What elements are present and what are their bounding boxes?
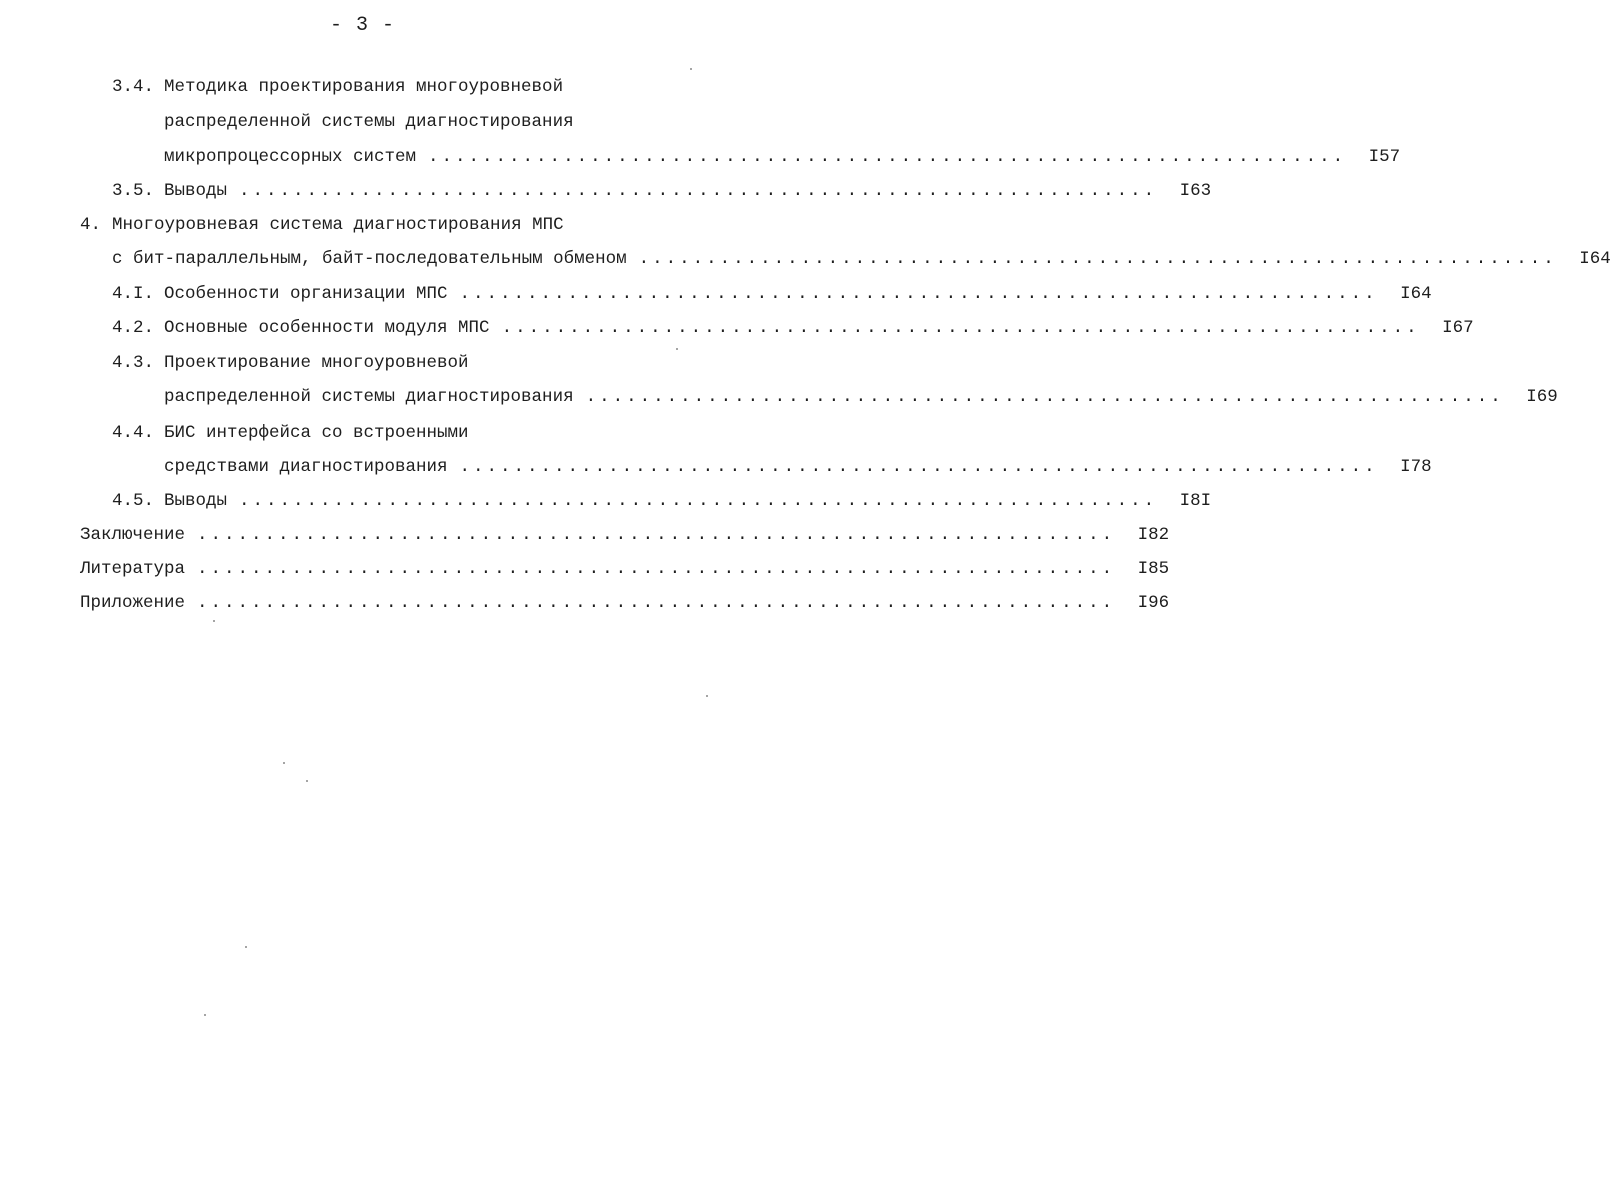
section-title: Заключение <box>80 525 186 545</box>
page-ref: I82 <box>1137 525 1170 545</box>
page-ref: I64 <box>1400 284 1432 304</box>
section-title: БИС интерфейса со встроенными <box>164 423 469 443</box>
section-title-continuation: микропроцессорных систем <box>164 147 417 167</box>
section-title: Методика проектирования многоуровневой <box>164 77 564 97</box>
section-number: 4.5. <box>112 491 155 511</box>
page-ref: I57 <box>1368 147 1401 167</box>
page-ref: I67 <box>1442 318 1474 338</box>
leader-dots: .................................................................... <box>197 525 1116 545</box>
leader-dots: .................................................................... <box>638 249 1557 269</box>
chapter-title-continuation: с бит-параллельным, байт-последовательным обменом <box>112 249 627 269</box>
leader-dots: .................................................................... <box>501 318 1420 338</box>
leader-dots: .................................................................... <box>585 387 1504 407</box>
page-ref: I8I <box>1179 491 1212 511</box>
leader-dots: .................................................................... <box>239 181 1158 201</box>
section-number: 4.2. <box>112 318 155 338</box>
section-title: Приложение <box>80 593 186 613</box>
toc-entry-conclusion <box>80 520 1170 550</box>
toc-entry-3-4-line-1 <box>112 72 752 102</box>
leader-dots: .................................................................... <box>197 559 1116 579</box>
leader-dots: .................................................................... <box>197 593 1116 613</box>
scan-speck <box>204 1014 206 1016</box>
toc-entry-4-5 <box>112 486 1212 516</box>
page-ref: I69 <box>1526 387 1558 407</box>
toc-entry-4-1 <box>112 279 1432 309</box>
section-number: 4.4. <box>112 423 155 443</box>
toc-entry-4-4-line-2 <box>164 452 1432 482</box>
section-title-continuation: распределенной системы диагностирования <box>164 387 574 407</box>
section-title-continuation: распределенной системы диагностирования <box>164 112 574 132</box>
section-title: Выводы <box>164 181 228 201</box>
toc-entry-appendix <box>80 588 1170 618</box>
scan-speck <box>283 762 285 764</box>
section-title: Проектирование многоуровневой <box>164 353 469 373</box>
scan-speck <box>306 780 308 782</box>
page-ref: I63 <box>1179 181 1212 201</box>
section-number: 3.4. <box>112 77 155 97</box>
toc-entry-4-line-2 <box>112 244 1611 274</box>
leader-dots: .................................................................... <box>459 284 1378 304</box>
chapter-title: Многоуровневая система диагностирования МПС <box>112 215 564 235</box>
toc-entry-4-line-1 <box>80 210 754 240</box>
leader-dots: .................................................................... <box>239 491 1158 511</box>
scan-speck <box>706 695 708 697</box>
page-ref: I96 <box>1137 593 1170 613</box>
section-title: Особенности организации МПС <box>164 284 448 304</box>
toc-entry-3-5 <box>112 176 1212 206</box>
section-number: 3.5. <box>112 181 155 201</box>
page-ref: I85 <box>1137 559 1170 579</box>
section-number: 4.3. <box>112 353 155 373</box>
leader-dots: .................................................................... <box>459 457 1378 477</box>
section-title-continuation: средствами диагностирования <box>164 457 448 477</box>
section-title: Основные особенности модуля МПС <box>164 318 490 338</box>
page-ref: I78 <box>1400 457 1432 477</box>
chapter-number: 4. <box>80 215 102 235</box>
scan-speck <box>213 620 215 622</box>
section-title: Литература <box>80 559 186 579</box>
section-title: Выводы <box>164 491 228 511</box>
toc-entry-4-4-line-1 <box>112 418 752 448</box>
toc-entry-3-4-line-3 <box>164 142 1401 172</box>
page-ref: I64 <box>1579 249 1611 269</box>
page-number: - 3 - <box>329 14 395 37</box>
section-number: 4.I. <box>112 284 155 304</box>
toc-entry-3-4-line-2 <box>164 107 752 137</box>
toc-entry-4-3-line-2 <box>164 382 1558 412</box>
scan-speck <box>676 348 678 350</box>
toc-entry-4-2 <box>112 313 1474 343</box>
scan-speck <box>245 946 247 948</box>
toc-entry-4-3-line-1 <box>112 348 752 378</box>
leader-dots: .................................................................... <box>428 147 1347 167</box>
toc-entry-literature <box>80 554 1170 584</box>
scan-speck <box>690 68 692 70</box>
